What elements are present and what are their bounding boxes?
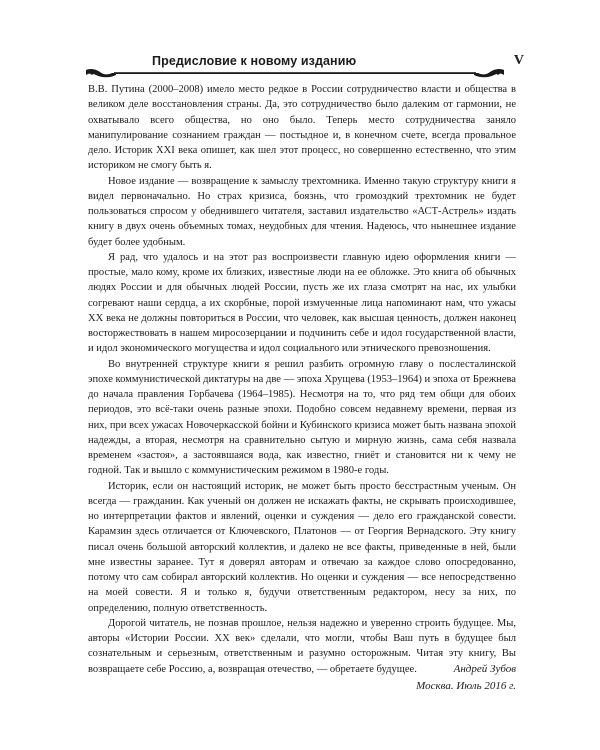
decorative-rule-ornament <box>86 66 504 80</box>
running-title: Предисловие к новому изданию <box>152 54 357 68</box>
paragraph: Дорогой читатель, не познав прошлое, нельзя надежно и уверенно строить будущее. Мы, авторы «Истории России. XX век» сделали, что могли, чтобы Ваш путь в будущее был сознательным и серьезным, ответственным и разумно осторожным. Читая эту книгу, Вы возвращаете себе Россию, а, возвращая отечество, — обретаете будущее. <box>88 617 516 675</box>
paragraph: Я рад, что удалось и на этот раз воспроизвести главную идею оформления книги — простые, мало кому, кроме их близких, известные люди на ее обложке. Это книга об обычных людях России и для обычных людей России, пусть же их глаза смотрят на нас, их улыбки согревают наши сердца, а их скорбные, порой измученные лица напоминают нам, что ужасы XX века не должны повториться в России, что человек, как высшая ценность, должен наконец восторжествовать в нашем миросозерцании и подчинить себе и идол государственной власти, и идол экономического могущества и идол социального или этнического превозношения. <box>88 251 516 355</box>
paragraph: Историк, если он настоящий историк, не может быть просто бесстрастным ученым. Он всегда — гражданин. Как ученый он должен не искажать факты, не скрывать происходившее, но интерпретации фактов и явлений, оценки и суждения — дело его гражданской совести. Карамзин здесь отличается от Ключевского, Платонов — от Георгия Вернадского. Эту книгу писал очень большой авторский коллектив, и далеко не все факты, приведенные в ней, были мне известны заранее. Тут я доверял авторам и отвечаю за каждое слово опосредованно, потому что сам собирал авторский коллектив. Но оценки и суждения — все непосредственно на моей совести. Я и только я, будучи ответственным редактором, несу за них, по определению, полную ответственность. <box>88 480 516 614</box>
paragraph: Новое издание — возвращение к замыслу трехтомника. Именно такую структуру книги я видел первоначально. Но страх кризиса, боязнь, что громоздкий трехтомник не будет пользоваться спросом у обеднившего читателя, заставил издательство «АСТ-Астрель» издать книгу в двух очень объемных томах, неудобных для чтения. Надеюсь, что нынешнее издание будет более удобным. <box>88 175 516 248</box>
paragraph: Во внутренней структуре книги я решил разбить огромную главу о послесталинской эпохе коммунистической диктатуры на две — эпоха Хрущева (1953–1964) и эпоха от Брежнева до начала правления Горбачева (1964–1985). Несмотря на то, что ряд тем общи для обоих периодов, это всё-таки очень разные эпохи. Подобно совсем недавнему времени, первая из них, при всех ужасах Новочеркасской бойни и Кубинского кризиса может быть названа эпохой надежды, а вторая, несмотря на сравнительно сытую и мирную жизнь, сама себя назвала временем «застоя», а застоявшаяся вода, как известно, гниёт и становится ни к чему не годной. Так и вышло с коммунистическим режимом в 1980-е годы. <box>88 358 516 477</box>
place-date: Москва. Июль 2016 г. <box>416 680 516 692</box>
author-name: Андрей Зубов <box>453 663 516 675</box>
signature-block <box>88 661 516 695</box>
page-number: V <box>513 53 524 68</box>
body-text <box>88 82 516 677</box>
paragraph: В.В. Путина (2000–2008) имело место редкое в России сотрудничество власти и общества в великом деле восстановления страны. Да, это сотрудничество было далеким от гармонии, не охватывало всего общества, но оно было. Теперь место сотрудничества заняло манипулирование сознанием граждан — постыдное и, в конечном счете, всегда провальное дело. Историк XXI века опишет, как шел этот процесс, но совершенно естественно, что этим историком не смогу быть я. <box>88 84 516 172</box>
